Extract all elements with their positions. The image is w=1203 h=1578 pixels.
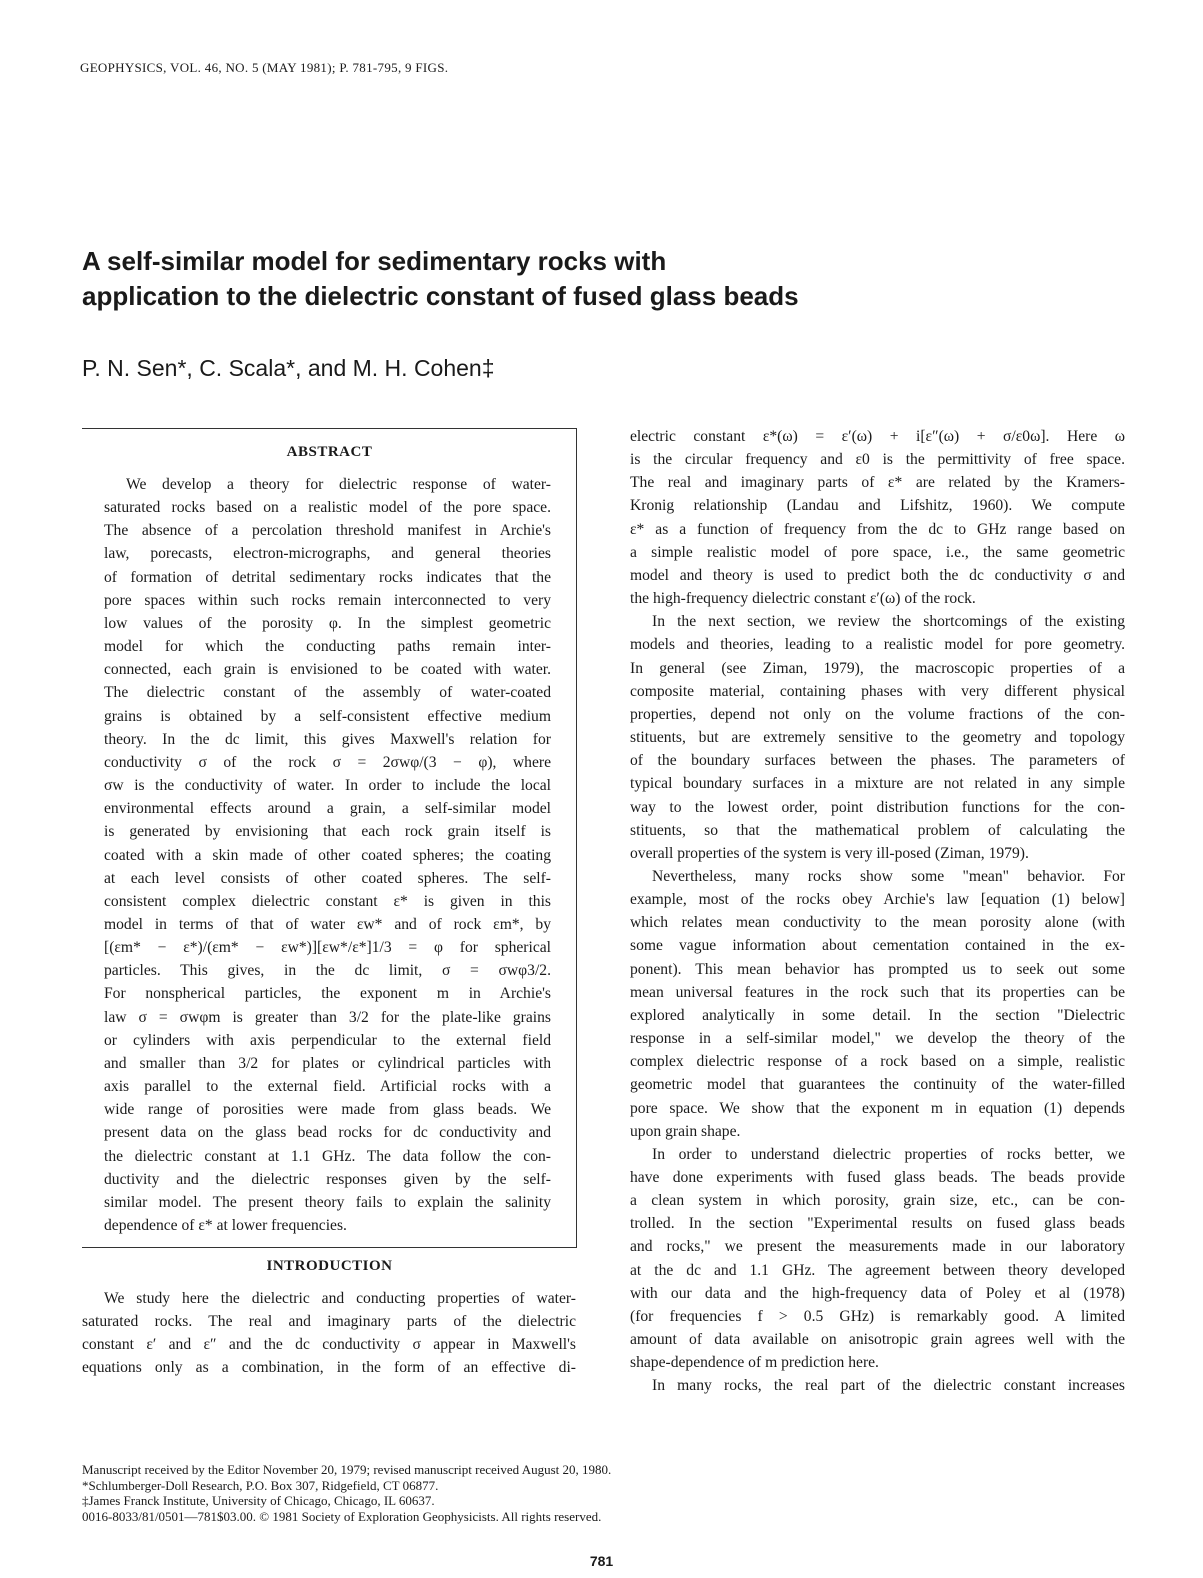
abstract-line: conductivity σ of the rock σ = 2σwφ/(3 − φ), where (104, 753, 551, 771)
body-line: ε* as a function of frequency from the dc to GHz range based on (630, 520, 1125, 538)
abstract-line: or cylinders with axis perpendicular to the external field (104, 1031, 551, 1049)
abstract-line: dependence of ε* at lower frequencies. (104, 1217, 347, 1234)
body-line: ponent). This mean behavior has prompted us to seek out some (630, 960, 1125, 978)
abstract-line: at each level consists of other coated spheres. The self- (104, 869, 551, 887)
abstract-body (104, 473, 551, 1237)
intro-line: equations only as a combination, in the form of an effective di- (82, 1359, 576, 1377)
body-line: model and theory is used to predict both the dc conductivity σ and (630, 566, 1125, 584)
body-line: which relates mean conductivity to the mean porosity alone (with (630, 914, 1125, 932)
body-line: models and theories, leading to a realistic model for pore geometry. (630, 636, 1125, 654)
abstract-line: law σ = σwφm is greater than 3/2 for the plate-like grains (104, 1008, 551, 1026)
abstract-line: connected, each grain is envisioned to be coated with water. (104, 661, 551, 679)
intro-line: We study here the dielectric and conducting properties of water- (104, 1290, 576, 1307)
abstract-line: axis parallel to the external field. Artificial rocks with a (104, 1078, 551, 1096)
abstract-line: The dielectric constant of the assembly of water-coated (104, 684, 551, 702)
affiliation-note: ‡James Franck Institute, University of Chicago, Chicago, IL 60637. (82, 1493, 435, 1509)
body-line: In order to understand dielectric properties of rocks better, we (652, 1145, 1125, 1163)
intro-line: constant ε′ and ε″ and the dc conductivity σ appear in Maxwell's (82, 1336, 576, 1354)
body-line: geometric model that guarantees the continuity of the water-filled (630, 1076, 1125, 1094)
page-number: 781 (589, 1553, 614, 1569)
abstract-line: σw is the conductivity of water. In order to include the local (104, 777, 551, 795)
body-line: example, most of the rocks obey Archie's law [equation (1) below] (630, 891, 1125, 909)
body-line: explored analytically in some detail. In the section "Dielectric (630, 1006, 1125, 1024)
body-line: a simple realistic model of pore space, i.e., the same geometric (630, 543, 1125, 561)
body-line: The real and imaginary parts of ε* are related by the Kramers- (630, 474, 1125, 492)
abstract-line: wide range of porosities were made from glass beads. We (104, 1101, 551, 1119)
body-line: In many rocks, the real part of the dielectric constant increases (652, 1377, 1125, 1395)
journal-header: GEOPHYSICS, VOL. 46, NO. 5 (MAY 1981); P. 781-795, 9 FIGS. (80, 60, 449, 75)
abstract-line: present data on the glass bead rocks for dc conductivity and (104, 1124, 551, 1142)
body-line: stituents, so that the mathematical problem of calculating the (630, 821, 1125, 839)
intro-line: saturated rocks. The real and imaginary parts of the dielectric (82, 1313, 576, 1331)
abstract-line: environmental effects around a grain, a self-similar model (104, 800, 551, 818)
abstract-line: consistent complex dielectric constant ε* is given in this (104, 892, 551, 910)
body-line: mean universal features in the rock such that its properties can be (630, 983, 1125, 1001)
body-line: way to the lowest order, point distribution functions for the con- (630, 798, 1125, 816)
body-line: pore space. We show that the exponent m in equation (1) depends (630, 1099, 1125, 1117)
body-line: amount of data available on anisotropic grain agrees well with the (630, 1331, 1125, 1349)
abstract-line: is generated by envisioning that each rock grain itself is (104, 823, 551, 841)
body-line: overall properties of the system is very ill-posed (Ziman, 1979). (630, 844, 1029, 862)
body-line: composite material, containing phases with very different physical (630, 682, 1125, 700)
abstract-line: For nonspherical particles, the exponent m in Archie's (104, 985, 551, 1003)
body-line: upon grain shape. (630, 1122, 741, 1140)
body-line: stituents, but are extremely sensitive to the geometry and topology (630, 729, 1125, 747)
abstract-line: ductivity and the dielectric responses given by the self- (104, 1170, 551, 1188)
abstract-line: model for which the conducting paths remain inter- (104, 638, 551, 656)
abstract-line: coated with a skin made of other coated spheres; the coating (104, 846, 551, 864)
abstract-line: [(εm* − ε*)/(εm* − εw*)][εw*/ε*]1/3 = φ for spherical (104, 939, 551, 957)
body-line: at the dc and 1.1 GHz. The agreement between theory developed (630, 1261, 1125, 1279)
body-line: some vague information about cementation contained in the ex- (630, 937, 1125, 955)
footnotes (82, 1462, 611, 1524)
body-line: electric constant ε*(ω) = ε′(ω) + i[ε″(ω) + σ/ε0ω]. Here ω (630, 428, 1125, 445)
abstract-line: saturated rocks based on a realistic model of the pore space. (104, 499, 551, 517)
abstract-line: theory. In the dc limit, this gives Maxwell's relation for (104, 730, 551, 748)
title-line: application to the dielectric constant of fused glass beads (82, 281, 799, 311)
affiliation-note: *Schlumberger-Doll Research, P.O. Box 307, Ridgefield, CT 06877. (82, 1477, 439, 1493)
abstract-line: The absence of a percolation threshold manifest in Archie's (104, 522, 551, 540)
abstract-line: and smaller than 3/2 for plates or cylindrical particles with (104, 1054, 551, 1072)
body-line: typical boundary surfaces in a mixture are not related in any simple (630, 775, 1125, 793)
body-line: (for frequencies f > 0.5 GHz) is remarkably good. A limited (630, 1307, 1125, 1325)
introduction-heading: INTRODUCTION (266, 1258, 393, 1274)
abstract-line: grains is obtained by a self-consistent effective medium (104, 707, 551, 725)
introduction-body (82, 1287, 576, 1380)
authors: P. N. Sen*, C. Scala*, and M. H. Cohen‡ (82, 355, 495, 381)
body-line: with our data and the high-frequency data of Poley et al (1978) (630, 1284, 1125, 1302)
body-line: is the circular frequency and ε0 is the permittivity of free space. (630, 451, 1125, 469)
body-line: response in a self-similar model," we develop the theory of the (630, 1030, 1125, 1048)
body-line: trolled. In the section "Experimental results on fused glass beads (630, 1215, 1125, 1233)
body-line: In general (see Ziman, 1979), the macroscopic properties of a (630, 659, 1125, 677)
title-line: A self-similar model for sedimentary rocks with (82, 246, 667, 276)
body-line: a clean system in which porosity, grain size, etc., can be con- (630, 1192, 1125, 1210)
body-line: the high-frequency dielectric constant ε′(ω) of the rock. (630, 590, 976, 608)
abstract-line: low values of the porosity φ. In the simplest geometric (104, 614, 551, 632)
paper-title (82, 244, 1082, 314)
abstract-line: model in terms of that of water εw* and of rock εm*, by (104, 915, 551, 933)
body-line: have done experiments with fused glass beads. The beads provide (630, 1169, 1125, 1186)
body-line: and rocks," we present the measurements made in our laboratory (630, 1238, 1125, 1256)
copyright-note: 0016-8033/81/0501—781$03.00. © 1981 Society of Exploration Geophysicists. All rights reserved. (82, 1508, 602, 1524)
body-line: complex dielectric response of a rock based on a simple, realistic (630, 1053, 1125, 1071)
manuscript-note: Manuscript received by the Editor November 20, 1979; revised manuscript received August 20, 1980. (82, 1462, 612, 1477)
abstract-line: of formation of detrital sedimentary rocks indicates that the (104, 568, 551, 586)
abstract-line: law, porecasts, electron-micrographs, and general theories (104, 545, 551, 563)
body-line: shape-dependence of m prediction here. (630, 1354, 879, 1372)
body-line: In the next section, we review the shortcomings of the existing (652, 613, 1125, 631)
body-line: Nevertheless, many rocks show some "mean" behavior. For (652, 867, 1125, 885)
abstract-line: particles. This gives, in the dc limit, σ = σwφ3/2. (104, 962, 551, 980)
abstract-line: pore spaces within such rocks remain interconnected to very (104, 591, 551, 609)
abstract-heading: ABSTRACT (286, 444, 373, 460)
abstract-line: We develop a theory for dielectric response of water- (126, 476, 551, 493)
body-line: Kronig relationship (Landau and Lifshitz, 1960). We compute (630, 497, 1125, 515)
abstract-line: similar model. The present theory fails to explain the salinity (104, 1193, 551, 1211)
abstract-line: the dielectric constant at 1.1 GHz. The data follow the con- (104, 1147, 551, 1165)
right-column-body (630, 425, 1125, 1398)
body-line: of the boundary surfaces between the phases. The parameters of (630, 752, 1125, 770)
body-line: properties, depend not only on the volume fractions of the con- (630, 705, 1125, 723)
